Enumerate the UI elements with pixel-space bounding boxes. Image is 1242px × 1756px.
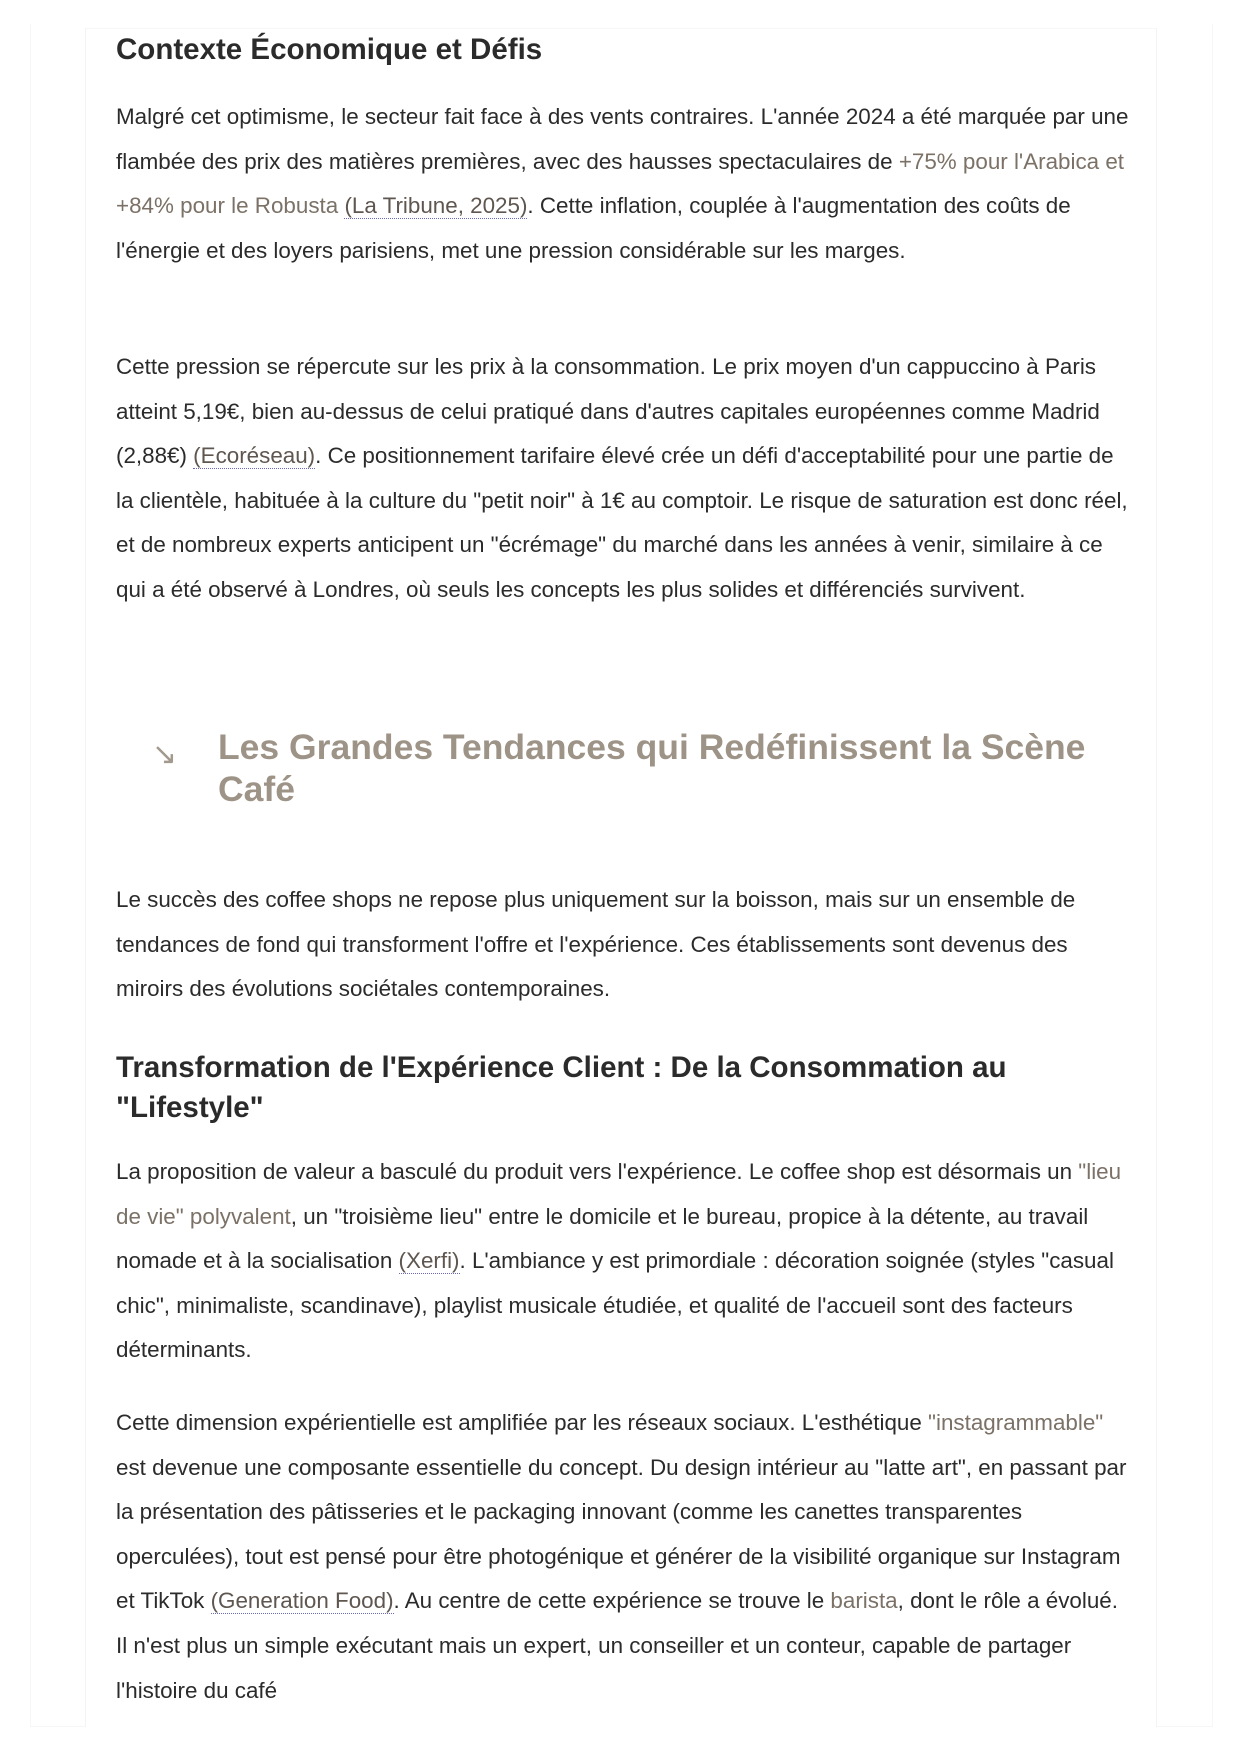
text: est devenue une composante essentielle du concept. Du design intérieur au "latte art", en passant par la présentation des pâtisseries et le packaging innovant (comme les canettes transparentes operculées), tout est pensé pour être photogénique et générer de la visibilité organique sur Instagram et TikTok: [116, 1454, 1127, 1614]
paragraph-trends-intro: Le succès des coffee shops ne repose plus uniquement sur la boisson, mais sur un ensemble de tendances de fond qui transforment l'offre et l'expérience. Ces établissements sont devenus des miroirs des évolutions sociétales contemporaines.: [116, 887, 1076, 1002]
text: La proposition de valeur a basculé du produit vers l'expérience. Le coffee shop est désormais un: [116, 1159, 1079, 1184]
citation-link-ecoreseau[interactable]: (Ecoréseau): [193, 443, 316, 469]
text: Cette pression se répercute sur les prix à la consommation. Le prix moyen d'un cappuccino à Paris atteint 5,19€, bien au-dessus de celui pratiqué dans d'autres capitales européennes comme Madrid (2,88€): [116, 354, 1100, 469]
text: Malgré cet optimisme, le secteur fait face à des vents contraires. L'année 2024 a été marquée par une flambée des prix des matières premières, avec des hausses spectaculaires de: [116, 104, 1129, 174]
text: . Ce positionnement tarifaire élevé crée un défi d'acceptabilité pour une partie de la clientèle, habituée à la culture du "petit noir" à 1€ au comptoir. Le risque de saturation est donc réel, et de nombreux experts anticipent un "écrémage" du marché dans les années à venir, similaire à ce qui a été observé à Londres, où seuls les concepts les plus solides et différenciés survivent.: [116, 443, 1128, 602]
text: . L'ambiance y est primordiale : décoration soignée (styles "casual chic", minimaliste, scandinave), playlist musicale étudiée, et qualité de l'accueil sont des facteurs déterminants.: [116, 1248, 1114, 1363]
text: . Cette inflation, couplée à l'augmentation des coûts de l'énergie et des loyers parisiens, met une pression considérable sur les marges.: [116, 193, 1071, 263]
highlight-instagrammable: "instagrammable": [928, 1410, 1104, 1435]
citation-link-generation-food[interactable]: (Generation Food): [210, 1588, 394, 1614]
paragraph-experience-2: [116, 1401, 1131, 1713]
text: . Au centre de cette expérience se trouve le: [393, 1588, 831, 1614]
paragraph-economic-1: [116, 95, 1131, 273]
text: , un "troisième lieu" entre le domicile et le bureau, propice à la détente, au travail nomade et à la socialisation: [116, 1203, 1089, 1274]
citation-link-xerfi[interactable]: (Xerfi): [398, 1248, 460, 1274]
paragraph-experience-1: [116, 1150, 1131, 1373]
major-heading-trends: Les Grandes Tendances qui Redéfinissent la Scène Café: [218, 727, 1086, 809]
arrow-down-right-icon: ↘: [152, 737, 178, 772]
highlight-lieu-de-vie: "lieu de vie" polyvalent: [116, 1159, 1122, 1229]
paragraph-economic-2: [116, 345, 1131, 613]
highlight-barista: barista: [830, 1588, 898, 1614]
section-heading-experience: Transformation de l'Expérience Client : De la Consommation au "Lifestyle": [116, 1051, 1007, 1124]
citation-link-la-tribune[interactable]: (La Tribune, 2025): [344, 193, 528, 219]
major-heading-block: [116, 726, 1131, 816]
highlight-price-rise: +75% pour l'Arabica et +84% pour le Robusta: [116, 148, 1125, 219]
text: , dont le rôle a évolué. Il n'est plus un simple exécutant mais un expert, un conseiller et un conteur, capable de partager l'histoire du café: [116, 1588, 1118, 1703]
text: Cette dimension expérientielle est amplifiée par les réseaux sociaux. L'esthétique: [116, 1410, 929, 1435]
section-heading-economic: Contexte Économique et Défis: [116, 33, 543, 66]
